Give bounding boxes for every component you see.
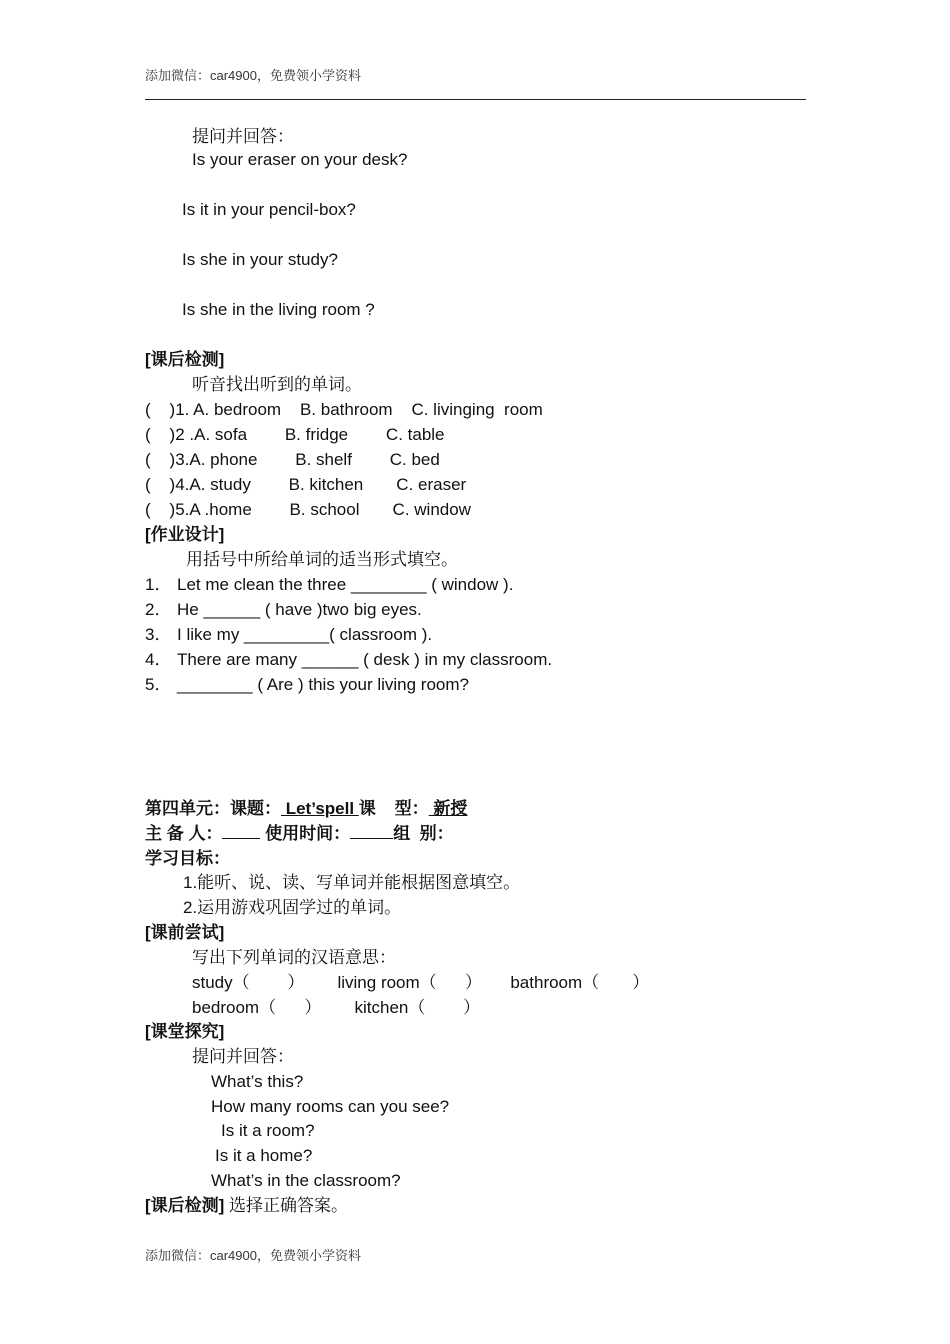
- unit-title-line: [145, 799, 467, 819]
- choice-text: 5.A .home B. school C. window: [175, 500, 471, 519]
- item-text: Let me clean the three ________ ( window ).: [177, 575, 514, 594]
- check2-line: [145, 1196, 348, 1216]
- check2-instruction: 选择正确答案。: [224, 1196, 349, 1215]
- answer-paren[interactable]: ( ): [145, 450, 176, 469]
- preparer-blank[interactable]: [222, 824, 260, 839]
- answer-paren[interactable]: ( ): [145, 500, 176, 519]
- goal-item: 1.能听、说、读、写单词并能根据图意填空。: [183, 873, 521, 892]
- explore-question: Is it a room?: [221, 1121, 315, 1140]
- check1-heading: [课后检测]: [145, 350, 225, 369]
- choice-text: 3.A. phone B. shelf C. bed: [175, 450, 440, 469]
- part1-question: Is it in your pencil-box?: [182, 200, 356, 219]
- check2-heading: [课后检测]: [145, 1196, 225, 1215]
- part1-prompt: 提问并回答：: [192, 127, 294, 146]
- time-label: 使用时间：: [260, 824, 351, 843]
- page-footer: 添加微信：car4900，免费领小学资料: [145, 1248, 361, 1263]
- item-number: 5．: [145, 675, 172, 694]
- pre-instruction: 写出下列单词的汉语意思：: [192, 948, 396, 967]
- item-text: I like my _________( classroom ).: [177, 625, 433, 644]
- homework-item: [145, 675, 469, 695]
- group-label: 组 别：: [393, 824, 454, 843]
- check1-item: [145, 400, 543, 420]
- item-text: ________ ( Are ) this your living room?: [177, 675, 469, 694]
- answer-paren[interactable]: ( ): [145, 425, 176, 444]
- choice-text: 1. A. bedroom B. bathroom C. livinging room: [175, 400, 543, 419]
- topic-value: Let’spell: [281, 799, 359, 818]
- preparer-label: 主 备 人：: [145, 824, 223, 843]
- explore-question: How many rooms can you see?: [211, 1097, 450, 1116]
- item-text: There are many ______ ( desk ) in my classroom.: [177, 650, 553, 669]
- check1-item: [145, 450, 440, 470]
- check1-item: [145, 475, 466, 495]
- check1-item: [145, 500, 471, 520]
- explore-question: What’s in the classroom?: [211, 1171, 401, 1190]
- time-blank[interactable]: [350, 824, 393, 839]
- item-number: 4．: [145, 650, 172, 669]
- homework-instruction: 用括号中所给单词的适当形式填空。: [186, 550, 458, 569]
- unit-label: 第四单元：课题：: [145, 799, 281, 818]
- preparer-line: [145, 824, 454, 844]
- item-number: 2．: [145, 600, 172, 619]
- homework-heading: [作业设计]: [145, 525, 225, 544]
- choice-text: 2 .A. sofa B. fridge C. table: [175, 425, 445, 444]
- choice-text: 4.A. study B. kitchen C. eraser: [175, 475, 467, 494]
- pre-heading: [课前尝试]: [145, 923, 225, 942]
- item-text: He ______ ( have )two big eyes.: [177, 600, 422, 619]
- homework-item: [145, 650, 552, 670]
- part1-question: Is your eraser on your desk?: [192, 150, 408, 169]
- explore-prompt: 提问并回答：: [192, 1047, 294, 1066]
- explore-question: What’s this?: [211, 1072, 304, 1091]
- homework-item: [145, 575, 513, 595]
- pre-word-row: study（ ） living room（ ） bathroom（ ）: [192, 973, 650, 992]
- check1-instruction: 听音找出听到的单词。: [192, 375, 362, 394]
- homework-item: [145, 600, 422, 620]
- part1-question: Is she in your study?: [182, 250, 338, 269]
- homework-item: [145, 625, 432, 645]
- explore-question: Is it a home?: [215, 1146, 313, 1165]
- answer-paren[interactable]: ( ): [145, 475, 176, 494]
- answer-paren[interactable]: ( ): [145, 400, 176, 419]
- item-number: 3．: [145, 625, 172, 644]
- page-header: 添加微信：car4900，免费领小学资料: [145, 68, 361, 83]
- goals-heading: 学习目标：: [145, 849, 230, 868]
- type-label: 课 型：: [358, 799, 429, 818]
- goal-item: 2.运用游戏巩固学过的单词。: [183, 898, 402, 917]
- pre-word-row: bedroom（ ） kitchen（ ）: [192, 998, 481, 1017]
- item-number: 1．: [145, 575, 172, 594]
- explore-heading: [课堂探究]: [145, 1022, 225, 1041]
- type-value: 新授: [428, 799, 468, 818]
- part1-question: Is she in the living room ?: [182, 300, 375, 319]
- header-rule: [145, 99, 806, 100]
- check1-item: [145, 425, 445, 445]
